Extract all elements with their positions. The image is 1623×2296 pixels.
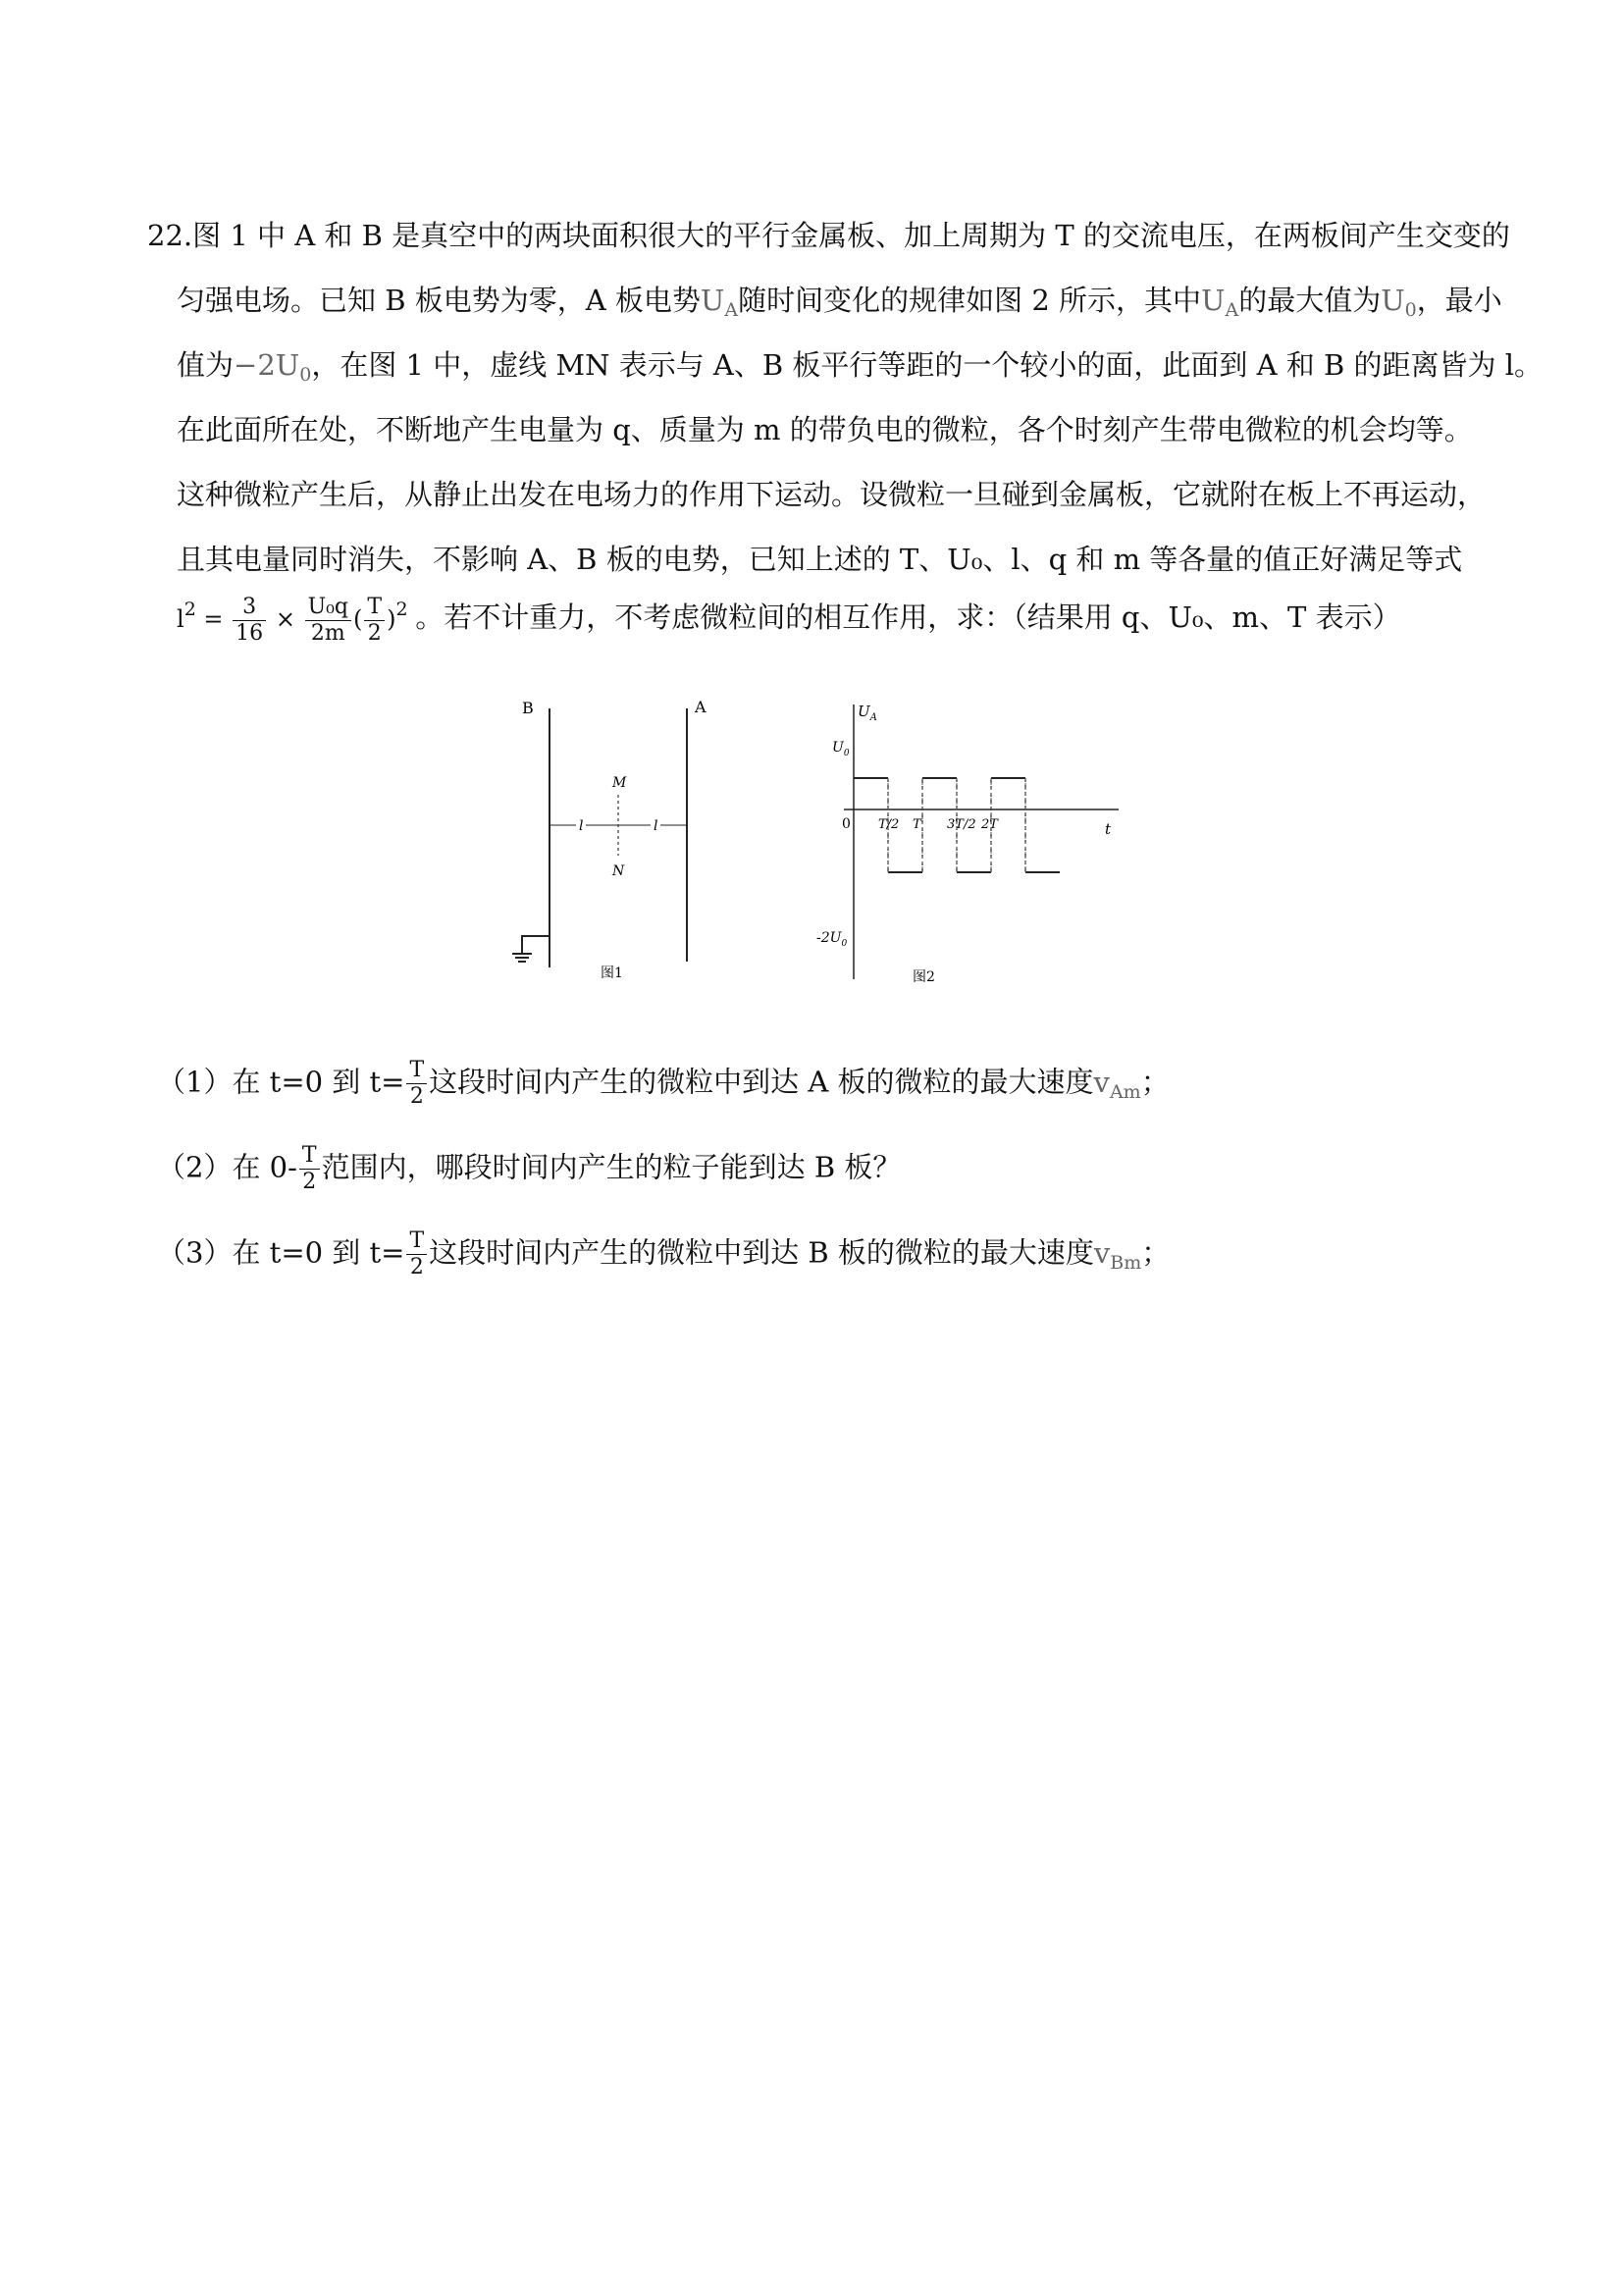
fig2-xlabel: t <box>1105 820 1112 838</box>
fig1-label-l-right: l <box>654 818 658 834</box>
x-tick-label: T/2 <box>878 817 900 832</box>
u0-symbol: $U_0$ <box>1381 284 1417 321</box>
fig1-label-l-left: l <box>579 818 584 834</box>
problem-line-5: 这种微粒产生后，从静止出发在电场力的作用下运动。设微粒一旦碰到金属板，它就附在板上不再运动， <box>177 478 1487 511</box>
fig1-caption: 图1 <box>601 965 623 981</box>
problem-line-3: 值为$-2U_0$，在图 1 中，虚线 MN 表示与 A、B 板平行等距的一个较小的面，此面到 A 和 B 的距离皆为 l。 <box>177 348 1544 386</box>
ua-symbol: $U_A$ <box>700 284 739 321</box>
fig1-label-a: A <box>695 698 707 716</box>
fig2-caption: 图2 <box>913 969 935 985</box>
figure-1 <box>510 697 746 991</box>
equation: $l^2$ = $\frac{3}{16}$ × $\frac{\text{U₀q}}{2m}$ ( $\frac{T}{2}$ )$^2$ <box>177 595 408 646</box>
figure-2 <box>814 697 1138 991</box>
neg-2u0-symbol: $-2U_0$ <box>234 348 312 386</box>
x-tick-label: T <box>913 817 921 832</box>
question-3: （3）在 t=0 到 t= $\frac{T}{2}$ 这段时间内产生的微粒中到达 B 板的微粒的最大速度$v_{Bm}$； <box>157 1228 1171 1279</box>
problem-line-2: 匀强电场。已知 B 板电势为零，A 板电势$U_A$随时间变化的规律如图 2 所示，其中$U_A$的最大值为$U_0$，最小 <box>177 284 1502 321</box>
fig1-label-n: N <box>612 863 625 879</box>
fig1-label-b: B <box>522 699 534 717</box>
x-tick-label: 3T/2 <box>947 817 976 832</box>
x-tick-label: 2T <box>981 817 998 832</box>
x-tick-labels <box>878 817 999 832</box>
ground-symbol <box>512 936 550 962</box>
fig2-neg-label: $-2U_0$ <box>816 930 848 949</box>
ua-symbol-2: $U_A$ <box>1201 284 1239 321</box>
problem-line-4: 在此面所在处，不断地产生电量为 q、质量为 m 的带负电的微粒，各个时刻产生带电微粒的机会均等。 <box>177 413 1473 446</box>
fig2-ylabel: $U_A$ <box>858 703 877 723</box>
fig2-u0-label: $U_0$ <box>832 740 850 758</box>
question-2: （2）在 0- $\frac{T}{2}$ 范围内，哪段时间内产生的粒子能到达 B 板？ <box>157 1143 902 1194</box>
problem-line-1: 22.图 1 中 A 和 B 是真空中的两块面积很大的平行金属板、加上周期为 T 的交流电压，在两板间产生交变的 <box>147 219 1510 252</box>
problem-line-7-equation: $l^2$ = $\frac{3}{16}$ × $\frac{\text{U₀q}}{2m}$ ( $\frac{T}{2}$ )$^2$ 。若不计重力，不考虑微粒间的相互作用，求：（结果用 q、U₀、m、T 表示） <box>177 595 1401 646</box>
fig1-label-m: M <box>612 775 627 791</box>
problem-line-6: 且其电量同时消失，不影响 A、B 板的电势，已知上述的 T、U₀、l、q 和 m 等各量的值正好满足等式 <box>177 543 1463 576</box>
question-1: （1）在 t=0 到 t= $\frac{T}{2}$ 这段时间内产生的微粒中到达 A 板的微粒的最大速度$v_{Am}$； <box>157 1058 1170 1109</box>
fig2-origin: 0 <box>842 816 851 832</box>
